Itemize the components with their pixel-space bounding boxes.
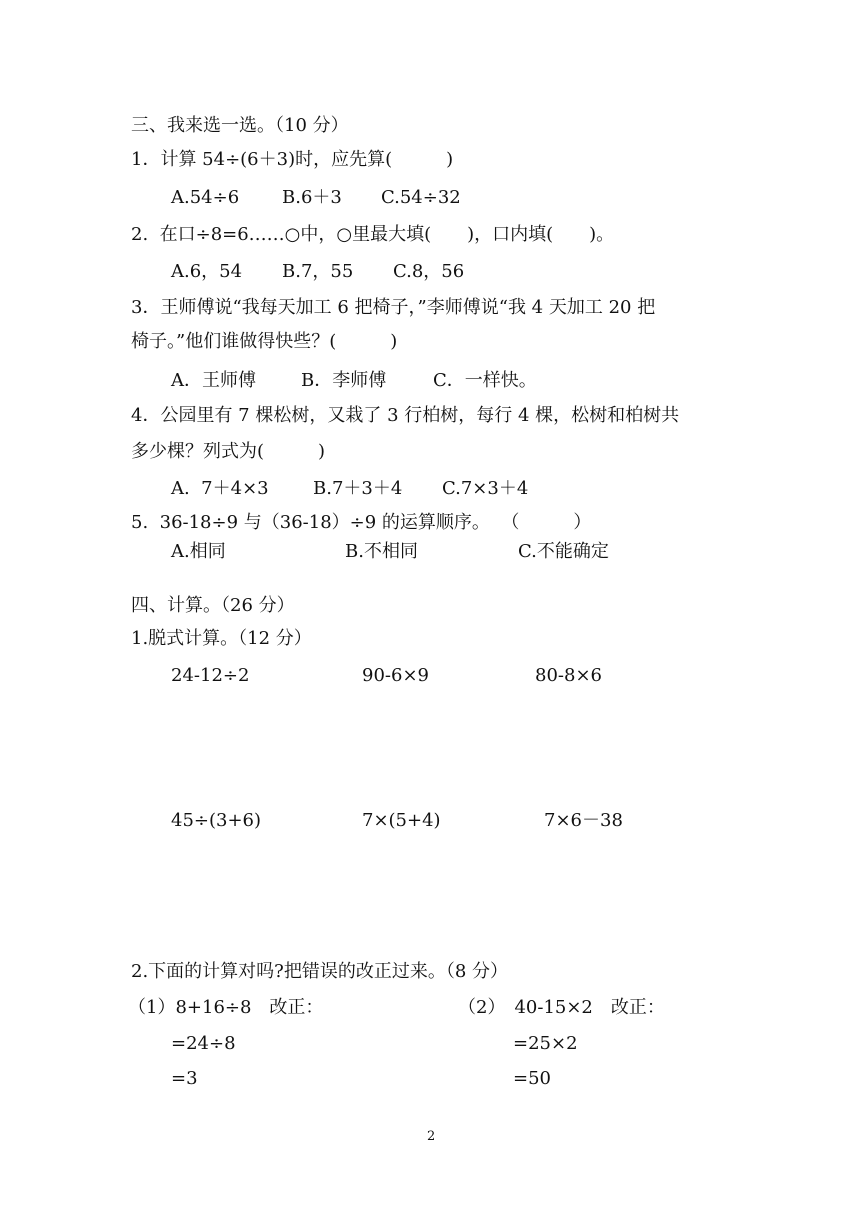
q2-option-a: A.6，54 <box>171 261 243 282</box>
calc-expr: 7×6－38 <box>544 810 623 831</box>
q4-stem-line1: 4．公园里有 7 棵松树，又栽了 3 行柏树，每行 4 棵，松树和柏树共 <box>131 405 680 426</box>
q3-stem-line1: 3．王师傅说“我每天加工 6 把椅子，”李师傅说“我 4 天加工 20 把 <box>131 297 656 318</box>
q3-option-a: A．王师傅 <box>171 370 256 391</box>
calc-part2-title: 2.下面的计算对吗?把错误的改正过来。（8 分） <box>131 961 508 982</box>
q3-option-b: B．李师傅 <box>301 370 387 391</box>
q1-stem: 1．计算 54÷(6＋3)时，应先算( ) <box>131 149 454 170</box>
correction-left-step: =3 <box>171 1068 198 1089</box>
page-number: 2 <box>427 1129 436 1144</box>
section4-title: 四、计算。（26 分） <box>131 595 295 616</box>
q5-option-b: B.不相同 <box>345 541 418 562</box>
q4-option-a: A. 7＋4×3 <box>171 478 269 499</box>
q1-option-c: C.54÷32 <box>381 187 461 208</box>
q5-stem: 5. 36-18÷9 与（36-18）÷9 的运算顺序。 （ ） <box>131 512 592 533</box>
calc-expr: 45÷(3+6) <box>171 810 262 831</box>
q3-stem-line2: 椅子。”他们谁做得快些？( ) <box>131 331 398 352</box>
correction-right-step: =50 <box>513 1068 551 1089</box>
correction-right-head: （2） 40-15×2 改正： <box>458 997 665 1018</box>
q4-option-b: B.7＋3＋4 <box>313 478 403 499</box>
calc-expr: 24-12÷2 <box>171 665 250 686</box>
calc-expr: 90-6×9 <box>362 665 429 686</box>
calc-expr: 7×(5+4) <box>362 810 441 831</box>
calc-part1-title: 1.脱式计算。（12 分） <box>131 628 312 649</box>
q5-option-a: A.相同 <box>171 541 226 562</box>
q2-stem: 2. 在口÷8=6……○中，○里最大填( )，口内填( )。 <box>131 224 615 245</box>
q2-option-c: C.8，56 <box>393 261 465 282</box>
correction-left-step: =24÷8 <box>171 1033 236 1054</box>
correction-left-head: （1）8+16÷8 改正： <box>128 997 324 1018</box>
section3-title: 三、我来选一选。（10 分） <box>131 115 349 136</box>
calc-expr: 80-8×6 <box>535 665 602 686</box>
q5-option-c: C.不能确定 <box>518 541 609 562</box>
q4-option-c: C.7×3＋4 <box>442 478 529 499</box>
q4-stem-line2: 多少棵？列式为( ) <box>131 441 326 462</box>
q3-option-c: C．一样快。 <box>433 370 537 391</box>
correction-right-step: =25×2 <box>513 1033 578 1054</box>
q2-option-b: B.7，55 <box>282 261 354 282</box>
q1-option-a: A.54÷6 <box>171 187 240 208</box>
q1-option-b: B.6＋3 <box>282 187 342 208</box>
